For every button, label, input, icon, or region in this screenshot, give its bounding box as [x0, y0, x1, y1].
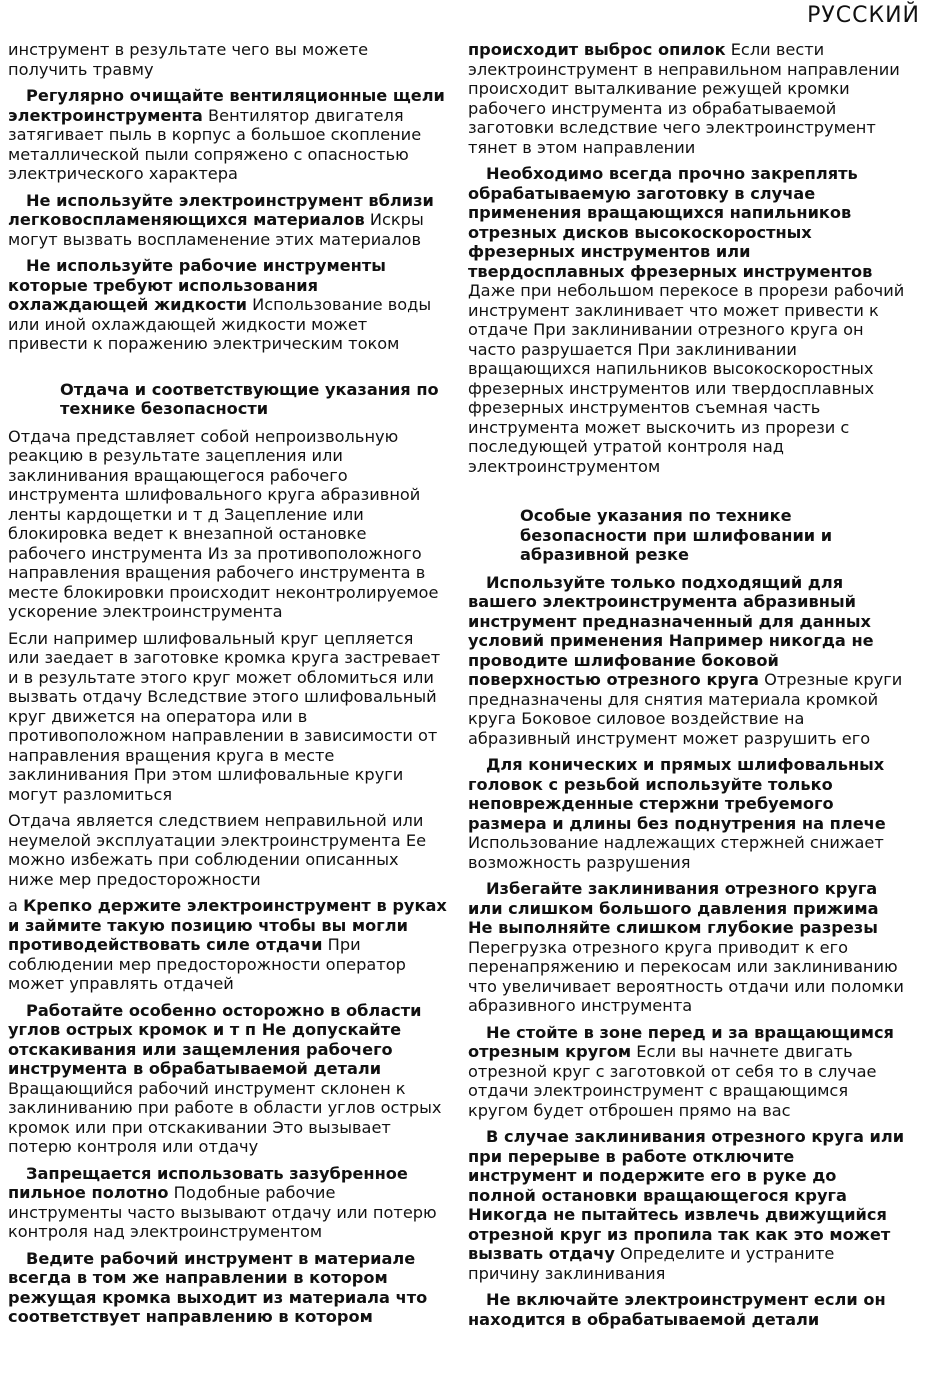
paragraph: Не используйте электроинструмент вблизи легковоспламеняющихся материалов Искры могут вызвать воспламенение этих материалов: [8, 190, 434, 249]
paragraph: Не используйте рабочие инструменты которые требуют использования охлаждающей жидкости Использование воды или иной охлаждающей жидкости может привести к поражению электрическим током: [8, 256, 432, 353]
right-column: [468, 40, 908, 1336]
paragraph: Отдача является следствием неправильной или неумелой эксплуатации электроинструмента Ее можно избежать при соблюдении описанных ниже мер предосторожности: [8, 811, 427, 889]
paragraph: Регулярно очищайте вентиляционные щели электроинструмента Вентилятор двигателя затягивает пыль в корпус а большое скопление металлической пыли сопряжено с опасностью электрического характера: [8, 86, 445, 183]
paragraph: Ведите рабочий инструмент в материале всегда в том же направлении в котором режущая кромка выходит из материала что соответствует направлению в котором: [8, 1248, 428, 1326]
paragraph: Используйте только подходящий для вашего электроинструмента абразивный инструмент предназначенный для данных условий применения Например никогда не проводите шлифование боковой поверхностью отрезного круга Отрезные круги предназначены для снятия материала кромкой круга Боковое силовое воздействие на абразивный инструмент может разрушить его: [468, 572, 903, 748]
language-label: РУССКИЙ: [807, 3, 920, 28]
section-heading: Особые указания по технике безопасности при шлифовании и абразивной резке: [520, 506, 833, 564]
paragraph: Необходимо всегда прочно закреплять обрабатываемую заготовку в случае применения вращающихся напильников отрезных дисков высокоскоростных фрезерных инструментов или твердосплавных фрезерных инструментов Даже при небольшом перекосе в прорези рабочий инструмент заклинивает что может привести к отдаче При заклинивании отрезного круга он часто разрушается При заклинивании вращающихся напильников высокоскоростных фрезерных инструментов или твердосплавных фрезерных инструментов съемная часть инструмента может выскочить из прорези с последующей утратой контроля над электроинструментом: [468, 164, 905, 476]
paragraph: Избегайте заклинивания отрезного круга или слишком большого давления прижима Не выполняйте слишком глубокие разрезы Перегрузка отрезного круга приводит к его перенапряжению и перекосам или заклиниванию что увеличивает вероятность отдачи или поломки абразивного инструмента: [468, 879, 904, 1015]
paragraph: Работайте особенно осторожно в области углов острых кромок и т п Не допускайте отскакивания или защемления рабочего инструмента в обрабатываемой детали Вращающийся рабочий инструмент склонен к заклиниванию при работе в области углов острых кромок или при отскакивании Это вызывает потерю контроля или отдачу: [8, 1000, 442, 1156]
paragraph: Не стойте в зоне перед и за вращающимся отрезным кругом Если вы начнете двигать отрезной круг с заготовкой от себя то в случае отдачи электроинструмент с вращающимся кругом будет отброшен прямо на вас: [468, 1022, 894, 1120]
paragraph: инструмент в результате чего вы можете получить травму: [8, 40, 369, 79]
paragraph: Если например шлифовальный круг цепляется или заедает в заготовке кромка круга застревает и в результате этого круг может обломиться или вызвать отдачу Вследствие этого шлифовальный круг движется на оператора или в противоположном направлении в зависимости от направления вращения круга в месте заклинивания При этом шлифовальные круги могут разломиться: [8, 628, 441, 804]
paragraph: Для конических и прямых шлифовальных головок с резьбой используйте только неповрежденные стержни требуемого размера и длины без поднутрения на плече Использование надлежащих стержней снижает возможность разрушения: [468, 755, 886, 872]
paragraph: а Крепко держите электроинструмент в руках и займите такую позицию чтобы вы могли противодействовать силе отдачи При соблюдении мер предосторожности оператор может управлять отдачей: [8, 896, 447, 993]
section-heading: Отдача и соответствующие указания по технике безопасности: [60, 379, 439, 418]
paragraph: Отдача представляет собой непроизвольную реакцию в результате зацепления или заклинивания вращающегося рабочего инструмента шлифовального круга абразивной ленты кардощетки и т д Зацепление или блокировка ведет к внезапной остановке рабочего инструмента Из за противоположного направления вращения рабочего инструмента в месте блокировки происходит неконтролируемое ускорение электроинструмента: [8, 426, 439, 621]
paragraph: Запрещается использовать зазубренное пильное полотно Подобные рабочие инструменты часто вызывают отдачу или потерю контроля над электроинструментом: [8, 1163, 437, 1241]
paragraph: происходит выброс опилок Если вести электроинструмент в неправильном направлении происходит выталкивание режущей кромки рабочего инструмента из обрабатываемой заготовки вследствие чего электроинструмент тянет в этом направлении: [468, 40, 900, 157]
left-column: [8, 40, 448, 1334]
paragraph: В случае заклинивания отрезного круга или при перерыве в работе отключите инструмент и подержите его в руке до полной остановки вращающегося круга Никогда не пытайтесь извлечь движущийся отрезной круг из пропила так как это может вызвать отдачу Определите и устраните причину заклинивания: [468, 1127, 905, 1283]
paragraph: Не включайте электроинструмент если он находится в обрабатываемой детали: [468, 1290, 886, 1329]
